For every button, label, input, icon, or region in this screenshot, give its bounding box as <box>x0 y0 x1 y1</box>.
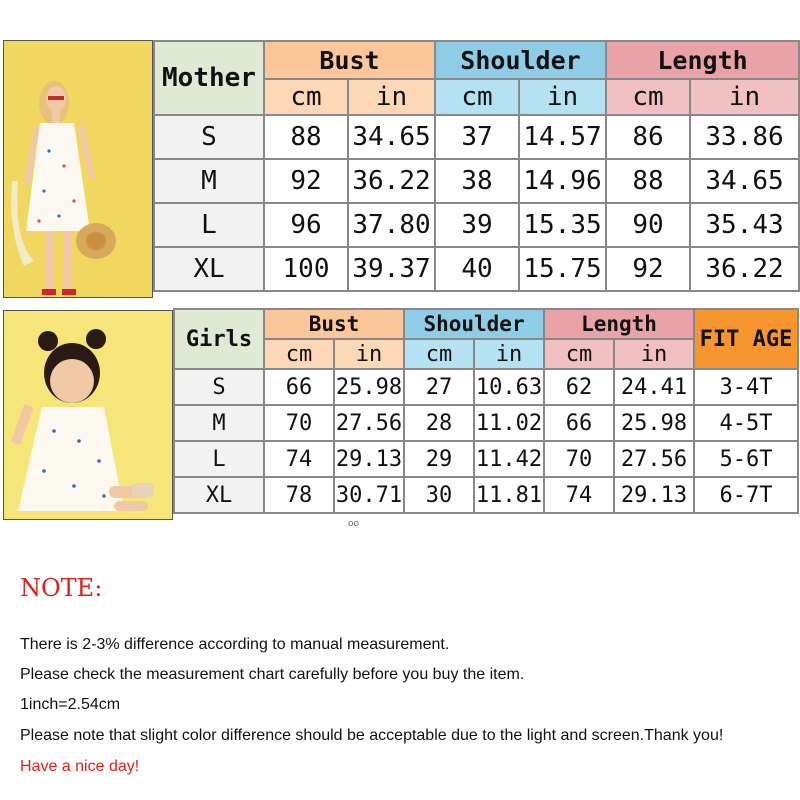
mother-bust-header: Bust <box>264 41 435 79</box>
mother-corner-label: Mother <box>154 41 264 115</box>
size-label: S <box>154 115 264 159</box>
table-cell: 11.42 <box>474 441 544 477</box>
table-cell: 92 <box>264 159 348 203</box>
unit-header: in <box>519 79 606 115</box>
unit-header: cm <box>264 339 334 369</box>
table-row <box>154 115 799 159</box>
table-row <box>174 405 798 441</box>
table-cell: 39.37 <box>348 247 435 291</box>
unit-header: in <box>614 339 694 369</box>
table-cell: 33.86 <box>690 115 799 159</box>
table-cell: 15.35 <box>519 203 606 247</box>
table-cell: 70 <box>264 405 334 441</box>
table-row <box>154 247 799 291</box>
unit-header: in <box>690 79 799 115</box>
unit-header: cm <box>544 339 614 369</box>
unit-header: in <box>474 339 544 369</box>
size-label: XL <box>174 477 264 513</box>
table-row <box>154 159 799 203</box>
table-cell: 66 <box>264 369 334 405</box>
unit-header: in <box>348 79 435 115</box>
table-cell: 10.63 <box>474 369 544 405</box>
table-row <box>174 441 798 477</box>
girls-size-table <box>173 308 799 514</box>
table-cell: 25.98 <box>334 369 404 405</box>
fit-age-header: FIT AGE <box>694 309 798 369</box>
fit-age-cell: 4-5T <box>694 405 798 441</box>
table-cell: 24.41 <box>614 369 694 405</box>
note-title: NOTE: <box>20 574 103 602</box>
table-cell: 88 <box>606 159 690 203</box>
fit-age-cell: 5-6T <box>694 441 798 477</box>
girls-length-header: Length <box>544 309 694 339</box>
girls-shoulder-header: Shoulder <box>404 309 544 339</box>
fit-age-cell: 6-7T <box>694 477 798 513</box>
table-cell: 28 <box>404 405 474 441</box>
table-cell: 37.80 <box>348 203 435 247</box>
girl-photo <box>3 310 173 520</box>
table-cell: 34.65 <box>690 159 799 203</box>
table-cell: 11.81 <box>474 477 544 513</box>
table-cell: 36.22 <box>348 159 435 203</box>
table-cell: 15.75 <box>519 247 606 291</box>
size-label: S <box>174 369 264 405</box>
table-cell: 100 <box>264 247 348 291</box>
table-cell: 27.56 <box>614 441 694 477</box>
table-cell: 86 <box>606 115 690 159</box>
table-cell: 14.96 <box>519 159 606 203</box>
table-cell: 38 <box>435 159 519 203</box>
mother-photo <box>3 40 153 298</box>
table-cell: 29.13 <box>334 441 404 477</box>
note-line: There is 2-3% difference according to manual measurement. <box>20 636 450 653</box>
table-cell: 30.71 <box>334 477 404 513</box>
girls-bust-header: Bust <box>264 309 404 339</box>
size-label: M <box>154 159 264 203</box>
table-cell: 39 <box>435 203 519 247</box>
size-label: M <box>174 405 264 441</box>
tiny-mark: oo <box>348 519 360 529</box>
note-closing-line: Have a nice day! <box>20 758 140 775</box>
fit-age-cell: 3-4T <box>694 369 798 405</box>
table-cell: 90 <box>606 203 690 247</box>
girls-corner-label: Girls <box>174 309 264 369</box>
table-cell: 70 <box>544 441 614 477</box>
unit-header: cm <box>606 79 690 115</box>
table-cell: 78 <box>264 477 334 513</box>
size-label: XL <box>154 247 264 291</box>
unit-header: cm <box>264 79 348 115</box>
size-label: L <box>174 441 264 477</box>
table-cell: 27 <box>404 369 474 405</box>
unit-header: cm <box>404 339 474 369</box>
mother-size-table <box>153 40 800 292</box>
note-line: 1inch=2.54cm <box>20 696 121 713</box>
table-cell: 25.98 <box>614 405 694 441</box>
note-line: Please check the measurement chart carefully before you buy the item. <box>20 666 525 683</box>
table-cell: 96 <box>264 203 348 247</box>
size-label: L <box>154 203 264 247</box>
table-cell: 74 <box>544 477 614 513</box>
table-cell: 40 <box>435 247 519 291</box>
table-cell: 88 <box>264 115 348 159</box>
table-cell: 34.65 <box>348 115 435 159</box>
table-cell: 29 <box>404 441 474 477</box>
table-cell: 29.13 <box>614 477 694 513</box>
table-row <box>154 203 799 247</box>
note-line: Please note that slight color difference should be acceptable due to the light and screen.Thank you! <box>20 727 724 744</box>
table-cell: 35.43 <box>690 203 799 247</box>
table-cell: 37 <box>435 115 519 159</box>
table-cell: 62 <box>544 369 614 405</box>
table-cell: 14.57 <box>519 115 606 159</box>
mother-shoulder-header: Shoulder <box>435 41 606 79</box>
table-row <box>174 477 798 513</box>
table-cell: 30 <box>404 477 474 513</box>
unit-header: in <box>334 339 404 369</box>
table-cell: 74 <box>264 441 334 477</box>
table-cell: 11.02 <box>474 405 544 441</box>
table-row <box>174 369 798 405</box>
mother-length-header: Length <box>606 41 799 79</box>
table-cell: 36.22 <box>690 247 799 291</box>
table-cell: 92 <box>606 247 690 291</box>
unit-header: cm <box>435 79 519 115</box>
table-cell: 66 <box>544 405 614 441</box>
table-cell: 27.56 <box>334 405 404 441</box>
